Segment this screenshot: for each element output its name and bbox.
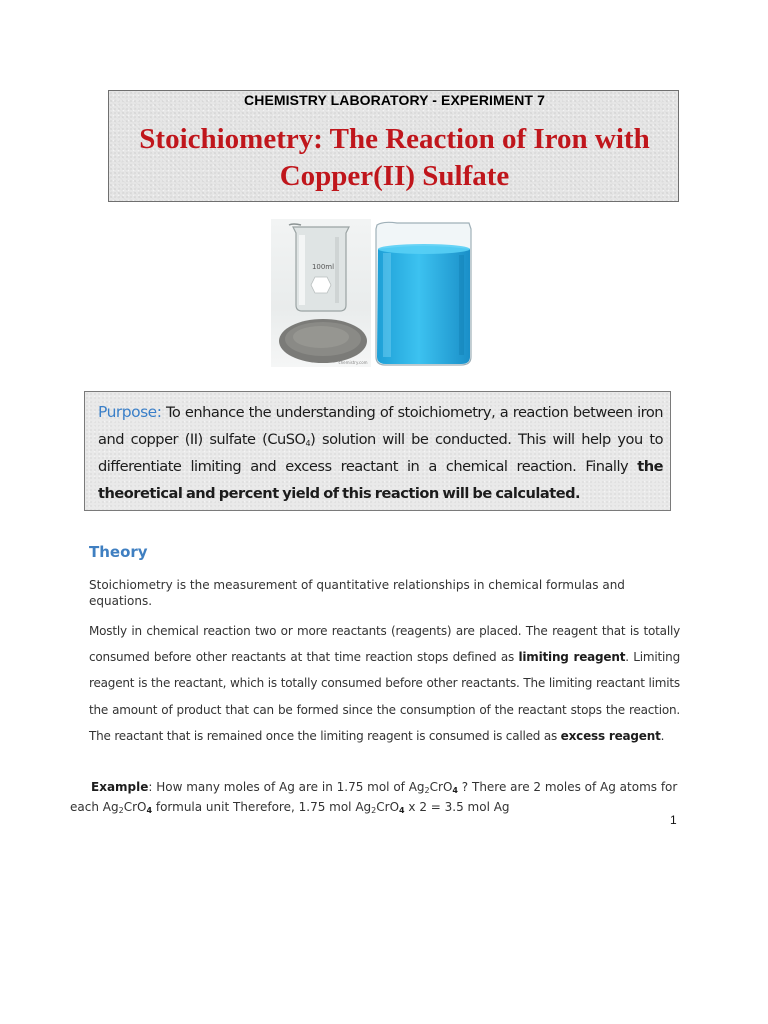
purpose-text-part: To enhance the understanding of stoichiometry, a reaction between iron and copper (II) sulfate (CuSO	[98, 404, 663, 448]
purpose-text-part: ) solution will be conducted. This will help you to differentiate limiting and excess reactant in a chemical reaction. Finally	[98, 431, 663, 475]
page-number: 1	[670, 813, 677, 827]
copper-sulfate-photo	[373, 219, 478, 367]
example-text: ? There are 2 moles of Ag atoms for each Ag	[70, 780, 678, 814]
example-paragraph	[70, 777, 690, 817]
purpose-subscript: 4	[305, 439, 311, 448]
purpose-box	[84, 391, 671, 511]
example-text: : How many moles of Ag are in 1.75 mol of Ag	[148, 780, 425, 794]
example-subscript: 2	[118, 806, 124, 815]
purpose-label: Purpose:	[98, 403, 162, 421]
document-title: Stoichiometry: The Reaction of Iron with Copper(II) Sulfate	[139, 123, 650, 192]
theory-text: Mostly in chemical reaction two or more reactants (reagents) are placed. The reagent that is totally consumed before other reactants at that time reaction stops defined as	[89, 624, 680, 665]
theory-paragraph-2	[89, 618, 680, 749]
purpose-bold-text: the theoretical and percent yield of this reaction will be calculated.	[98, 458, 663, 502]
header-box	[108, 90, 679, 202]
beaker-marking: 100ml	[311, 263, 335, 271]
theory-text: .	[660, 728, 665, 743]
experiment-label: CHEMISTRY LABORATORY - EXPERIMENT 7	[244, 92, 545, 108]
theory-heading: Theory	[89, 543, 148, 561]
limiting-reagent-term: limiting reagent	[518, 650, 626, 665]
example-text: CrO	[123, 800, 147, 814]
example-text: CrO	[429, 780, 453, 794]
example-subscript: 4	[146, 806, 153, 815]
example-text: x 2 = 3.5 mol Ag	[404, 800, 510, 814]
beaker-with-iron-illustration	[271, 219, 371, 367]
theory-text: . Limiting reagent is the reactant, which is totally consumed before other reactants. The limiting reactant limits the amount of product that can be formed since the consumption of the reactant stops the reaction. The reactant that is remained once the limiting reagent is consumed is called as	[89, 650, 680, 743]
example-subscript: 4	[452, 786, 458, 795]
excess-reagent-term: excess reagent	[560, 728, 661, 743]
example-text: formula unit Therefore, 1.75 mol Ag	[152, 800, 372, 814]
example-subscript: 4	[399, 806, 405, 815]
example-label: Example	[91, 780, 149, 794]
purpose-text	[98, 399, 663, 507]
photo-credit: chemistry.com	[338, 360, 368, 365]
example-text: CrO	[376, 800, 400, 814]
iron-powder-photo	[271, 219, 371, 367]
example-subscript: 2	[424, 786, 430, 795]
theory-paragraph-1: Stoichiometry is the measurement of quantitative relationships in chemical formulas and equations.	[89, 578, 625, 608]
beaker-with-copper-sulfate-illustration	[373, 219, 478, 367]
example-subscript: 2	[371, 806, 377, 815]
